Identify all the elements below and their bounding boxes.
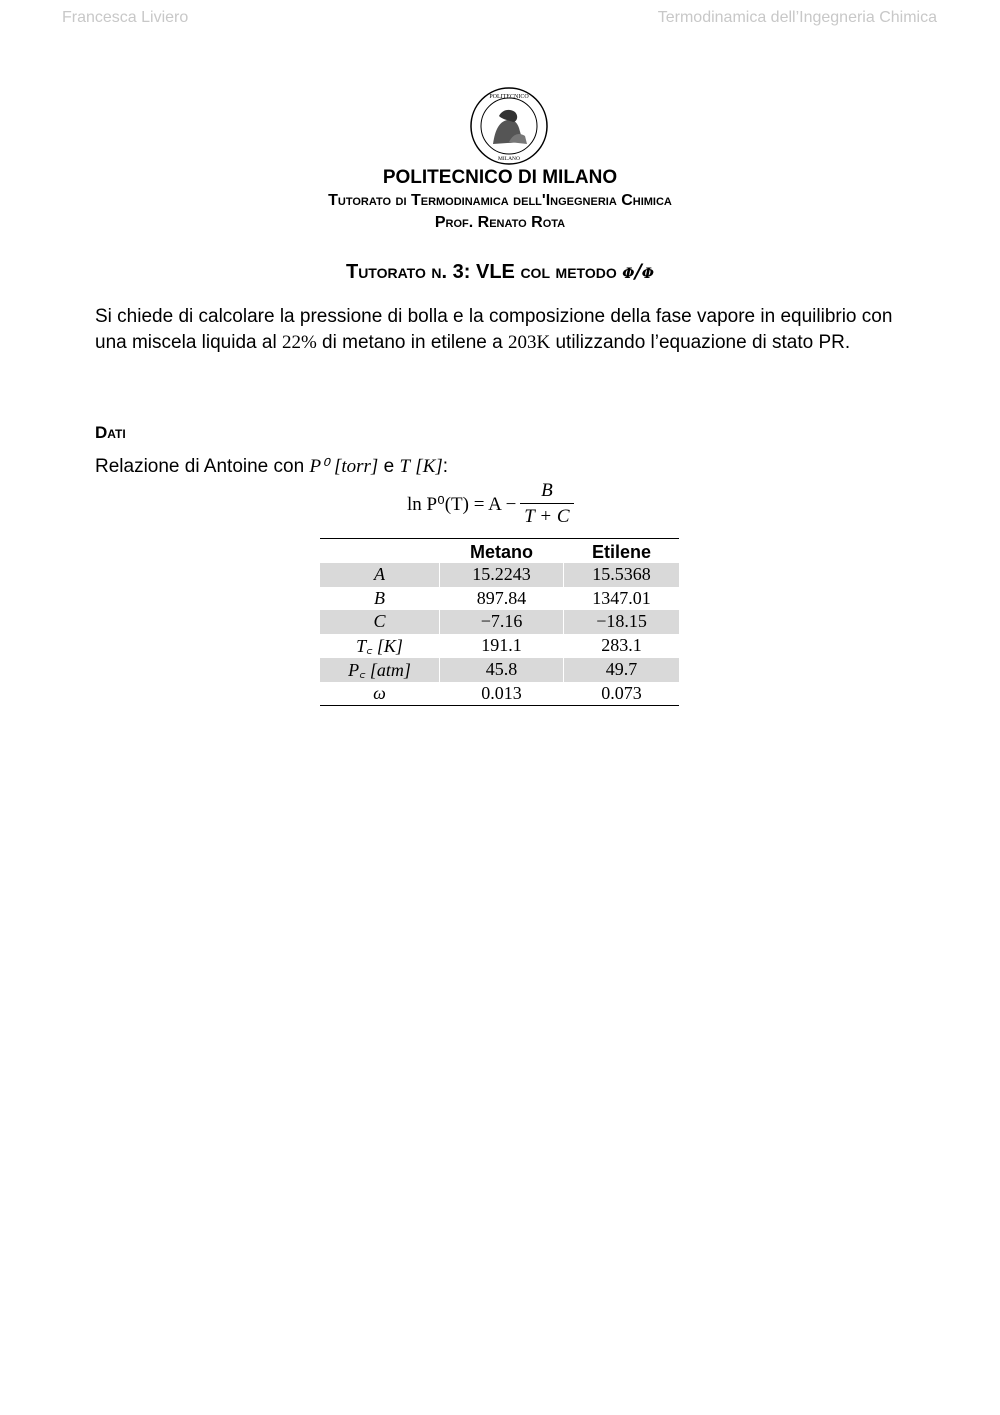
equation-denominator: T + C <box>520 503 573 530</box>
table-header-metano: Metano <box>440 539 564 564</box>
cell-metano: −7.16 <box>440 610 564 634</box>
problem-text-1: Si chiede di calcolare la pressione di bolla e la composizione della fase vapore in equilibrio con una miscela liquida al <box>95 306 893 353</box>
antoine-p0: P⁰ <box>309 456 329 477</box>
cell-metano: 191.1 <box>440 634 564 658</box>
university-name: POLITECNICO DI MILANO <box>382 167 618 188</box>
row-label: B <box>374 587 385 608</box>
cell-etilene: 1347.01 <box>564 587 679 611</box>
antoine-t-unit: [K] <box>415 456 443 477</box>
table-header-empty <box>320 539 440 564</box>
title-prefix: Tutorato n. 3: VLE col metodo <box>345 261 623 283</box>
cell-metano: 897.84 <box>440 587 564 611</box>
table-row <box>320 658 679 682</box>
course-title: Tutorato di Termodinamica dell'Ingegneria Chimica <box>328 192 672 209</box>
antoine-text-before: Relazione di Antoine con <box>95 456 310 477</box>
row-label: ω <box>320 682 440 706</box>
university-seal-logo <box>469 86 549 166</box>
antoine-text-mid: e <box>378 456 400 477</box>
row-label: P꜀ [atm] <box>320 658 440 682</box>
table-header-etilene: Etilene <box>564 539 679 564</box>
row-label: C <box>320 610 440 634</box>
antoine-intro <box>95 455 448 478</box>
problem-temperature: 203K <box>507 332 551 353</box>
cell-etilene: 15.5368 <box>564 563 679 587</box>
cell-etilene: 0.073 <box>564 682 679 706</box>
table-header-row <box>320 539 679 564</box>
cell-metano: 0.013 <box>440 682 564 706</box>
equation-lhs: ln P⁰(T) = A − <box>407 493 517 515</box>
svg-text:MILANO: MILANO <box>498 156 520 162</box>
cell-etilene: −18.15 <box>564 610 679 634</box>
row-label: T꜀ [K] <box>356 635 403 656</box>
antoine-t: T <box>399 456 411 477</box>
cell-metano: 15.2243 <box>440 563 564 587</box>
parameters-table <box>320 538 679 706</box>
running-head-author: Francesca Liviero <box>62 9 189 26</box>
antoine-text-after: : <box>442 456 449 477</box>
title-method: ϕ/ϕ <box>622 259 654 283</box>
cell-metano: 45.8 <box>440 658 564 682</box>
svg-text:POLITECNICO: POLITECNICO <box>489 94 529 100</box>
table-row <box>320 682 679 706</box>
antoine-p-unit: [torr] <box>333 456 379 477</box>
table-row <box>320 563 679 587</box>
antoine-equation <box>407 478 574 530</box>
cell-etilene: 49.7 <box>564 658 679 682</box>
table-row <box>320 587 679 611</box>
professor-name: Prof. Renato Rota <box>434 214 566 231</box>
running-head-course: Termodinamica dell’Ingegneria Chimica <box>657 9 937 26</box>
problem-statement <box>95 304 910 356</box>
table-row <box>320 610 679 634</box>
document-title <box>0 259 1000 284</box>
cell-etilene: 283.1 <box>564 634 679 658</box>
section-heading: Dati <box>95 423 126 442</box>
equation-numerator: B <box>541 479 553 501</box>
row-label: A <box>320 563 440 587</box>
table-row <box>320 634 679 658</box>
problem-text-3: utilizzando l’equazione di stato PR. <box>550 332 851 353</box>
equation-fraction <box>520 479 573 530</box>
problem-fraction: 22% <box>281 332 317 353</box>
problem-text-2: di metano in etilene a <box>316 332 508 353</box>
